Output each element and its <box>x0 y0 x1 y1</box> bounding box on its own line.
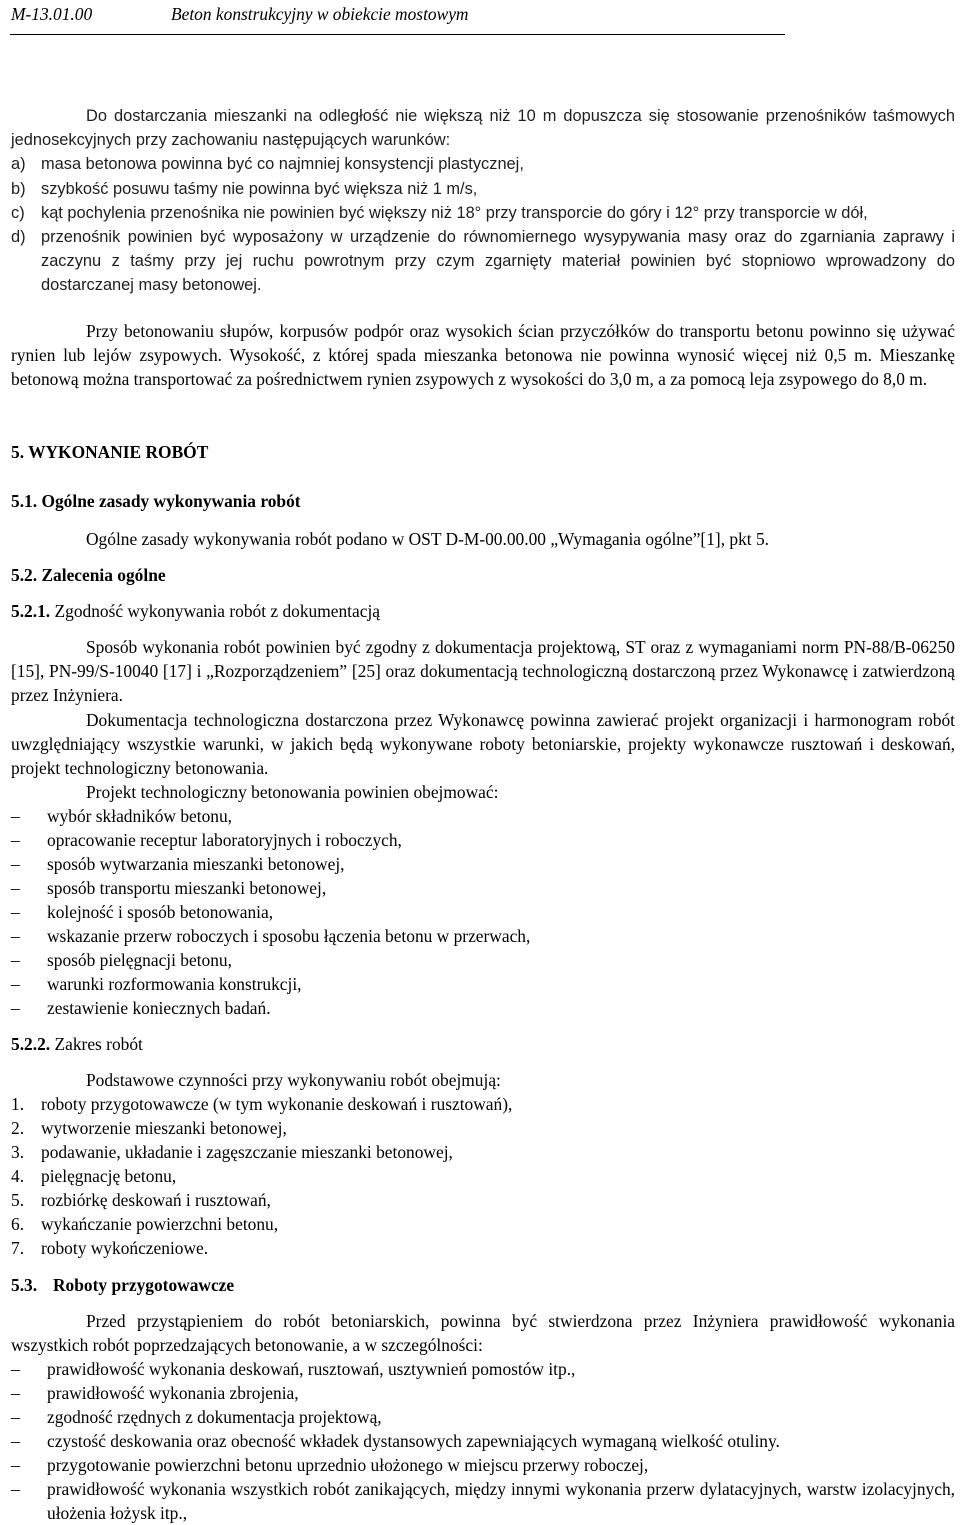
document-code: M-13.01.00 <box>11 4 93 24</box>
condition-a: a) masa betonowa powinna być co najmniej konsystencji plastycznej, <box>11 155 524 174</box>
list-item: – wybór składników betonu, <box>11 806 232 826</box>
list-item: – przygotowanie powierzchni betonu uprzednio ułożonego w miejscu przerwy roboczej, <box>11 1455 649 1475</box>
section-5-1-text: Ogólne zasady wykonywania robót podano w OST D-M-00.00.00 „Wymagania ogólne”[1], pkt 5. <box>86 529 769 549</box>
list-item: – wskazanie przerw roboczych i sposobu łączenia betonu w przerwach, <box>11 926 531 946</box>
list-item: – czystość deskowania oraz obecność wkładek dystansowych zapewniających wymaganą wielkość otuliny. <box>11 1431 780 1451</box>
list-item: – kolejność i sposób betonowania, <box>11 902 274 922</box>
intro-paragraph: Do dostarczania mieszanki na odległość nie większą niż 10 m dopuszcza się stosowanie przenośników taśmowych jednosekcyjnych przy zachowaniu następujących warunków: <box>11 107 955 150</box>
list-item: 3. podawanie, układanie i zagęszczanie mieszanki betonowej, <box>11 1142 453 1162</box>
list-item: – opracowanie receptur laboratoryjnych i roboczych, <box>11 830 402 850</box>
section-5-1-heading: 5.1. Ogólne zasady wykonywania robót <box>11 491 301 511</box>
section-5-heading: 5. WYKONANIE ROBÓT <box>11 442 209 462</box>
technology-project-paragraph: Projekt technologiczny betonowania powinien obejmować: <box>86 782 499 802</box>
columns-transport-paragraph: Przy betonowaniu słupów, korpusów podpór oraz wysokich ścian przyczółków do transportu betonu powinno się używać rynien lub lejów zsypowych. Wysokość, z której spada mieszanka betonowa nie powinna wynosić więcej niż 0,5 m. Mieszankę betonową można transportować za pośrednictwem rynien zsypowych z wysokości do 3,0 m, a za pomocą leja zsypowego do 8,0 m. <box>11 321 955 390</box>
section-5-2-2-heading: 5.2.2. Zakres robót <box>11 1034 143 1054</box>
list-item: – sposób pielęgnacji betonu, <box>11 950 232 970</box>
list-item: – sposób wytwarzania mieszanki betonowej, <box>11 854 345 874</box>
list-item: – zgodność rzędnych z dokumentacja projektową, <box>11 1407 382 1427</box>
page-header <box>11 2 468 26</box>
list-item: – prawidłowość wykonania wszystkich robót zanikających, między innymi wykonania przerw dylatacyjnych, warstw izolacyjnych, ułożenia łożysk itp., <box>11 1479 955 1524</box>
condition-d: d) przenośnik powinien być wyposażony w urządzenie do równomiernego wysypywania masy oraz do zgarniania zaprawy i zaczynu z taśmy przy jej ruchu powrotnym przy czym zgarnięty materiał powinien być stopniowo wprowadzony do dostarczanej masy betonowej. <box>11 228 955 295</box>
list-item: 2. wytworzenie mieszanki betonowej, <box>11 1118 287 1138</box>
header-rule <box>10 34 785 35</box>
method-paragraph: Sposób wykonania robót powinien być zgodny z dokumentacja projektową, ST oraz z wymaganiami norm PN-88/B-06250 [15], PN-99/S-10040 [17] i „Rozporządzeniem” [25] oraz dokumentacją technologiczną dostarczoną przez Wykonawcę i zatwierdzoną przez Inżyniera. <box>11 637 955 706</box>
list-item: 7. roboty wykończeniowe. <box>11 1238 209 1258</box>
list-item: – prawidłowość wykonania zbrojenia, <box>11 1383 299 1403</box>
section-5-2-1-heading: 5.2.1. Zgodność wykonywania robót z dokumentacją <box>11 601 381 621</box>
list-item: – zestawienie koniecznych badań. <box>11 998 271 1018</box>
scope-intro-paragraph: Podstawowe czynności przy wykonywaniu robót obejmują: <box>86 1070 501 1090</box>
list-item: 6. wykańczanie powierzchni betonu, <box>11 1214 279 1234</box>
list-item: 1. roboty przygotowawcze (w tym wykonanie deskowań i rusztowań), <box>11 1094 513 1114</box>
transport-section <box>11 104 955 298</box>
section-5-3-heading: 5.3. Roboty przygotowawcze <box>11 1275 235 1295</box>
documentation-paragraph: Dokumentacja technologiczna dostarczona przez Wykonawcę powinna zawierać projekt organizacji i harmonogram robót uwzględniający wszystkie warunki, w jakich będą wykonywane roboty betoniarskie, projekty wykonawcze rusztowań i deskowań, projekt technologiczny betonowania. <box>11 710 955 779</box>
list-item: 5. rozbiórkę deskowań i rusztowań, <box>11 1190 271 1210</box>
preparatory-paragraph: Przed przystąpieniem do robót betoniarskich, powinna być stwierdzona przez Inżyniera prawidłowość wykonania wszystkich robót poprzedzających betonowanie, a w szczególności: <box>11 1311 955 1356</box>
list-item: – prawidłowość wykonania deskowań, rusztowań, usztywnień pomostów itp., <box>11 1359 576 1379</box>
condition-b: b) szybkość posuwu taśmy nie powinna być większa niż 1 m/s, <box>11 179 478 198</box>
section-5-2-heading: 5.2. Zalecenia ogólne <box>11 565 166 585</box>
document-title: Beton konstrukcyjny w obiekcie mostowym <box>171 4 469 24</box>
list-item: – warunki rozformowania konstrukcji, <box>11 974 302 994</box>
list-item: – sposób transportu mieszanki betonowej, <box>11 878 327 898</box>
list-item: 4. pielęgnację betonu, <box>11 1166 177 1186</box>
condition-c: c) kąt pochylenia przenośnika nie powinien być większy niż 18° przy transporcie do góry i 12° przy transporcie w dół, <box>11 203 868 222</box>
